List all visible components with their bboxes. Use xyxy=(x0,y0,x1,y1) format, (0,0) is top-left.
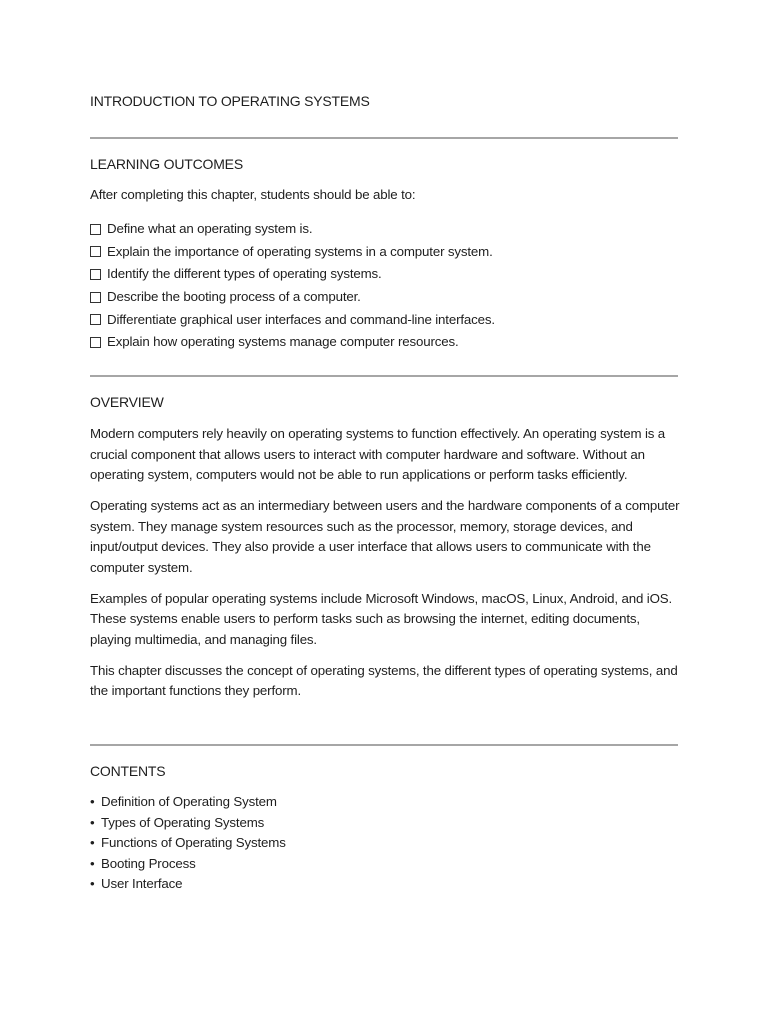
contents-item-label: User Interface xyxy=(101,876,183,891)
checkbox-icon xyxy=(90,269,101,280)
checkbox-icon xyxy=(90,337,101,348)
bullet-icon: • xyxy=(90,794,95,809)
contents-item xyxy=(90,792,286,813)
contents-item xyxy=(90,854,286,875)
checkbox-icon xyxy=(90,292,101,303)
section-divider xyxy=(90,375,678,377)
contents-item xyxy=(90,813,286,834)
learning-outcomes-heading: LEARNING OUTCOMES xyxy=(90,156,243,172)
outcome-item xyxy=(90,263,495,286)
overview-paragraph: Modern computers rely heavily on operating systems to function effectively. An operating system is a crucial component that allows users to interact with computer hardware and software. Without an operating system, computers would not be able to run applications or perform tasks efficiently. xyxy=(90,426,666,482)
outcome-item xyxy=(90,218,495,241)
overview-paragraph: Examples of popular operating systems include Microsoft Windows, macOS, Linux, Android, and iOS. These systems enable users to perform tasks such as browsing the internet, editing documents, playing multimedia, and managing files. xyxy=(90,590,673,647)
bullet-icon: • xyxy=(90,835,95,850)
contents-item-label: Functions of Operating Systems xyxy=(101,835,286,850)
page-title: INTRODUCTION TO OPERATING SYSTEMS xyxy=(90,93,370,109)
outcome-text: Explain how operating systems manage computer resources. xyxy=(107,334,459,350)
contents-item-label: Definition of Operating System xyxy=(101,794,277,809)
overview-body xyxy=(90,424,680,712)
contents-heading: CONTENTS xyxy=(90,763,166,779)
outcome-text: Define what an operating system is. xyxy=(107,221,313,237)
outcome-text: Describe the booting process of a computer. xyxy=(107,289,361,305)
section-divider xyxy=(90,744,678,746)
contents-item-label: Types of Operating Systems xyxy=(101,814,265,830)
outcome-item xyxy=(90,241,495,264)
bullet-icon: • xyxy=(90,876,95,891)
checkbox-icon xyxy=(90,246,101,257)
overview-paragraph: Operating systems act as an intermediary between users and the hardware components of a computer system. They manage system resources such as the processor, memory, storage devices, and input/output devices. They also provide a user interface that allows users to communicate with the computer system. xyxy=(90,498,680,575)
outcome-text: Explain the importance of operating systems in a computer system. xyxy=(107,243,493,259)
outcome-item xyxy=(90,286,495,309)
section-divider xyxy=(90,137,678,139)
outcome-text: Differentiate graphical user interfaces and command-line interfaces. xyxy=(107,311,495,327)
contents-item-label: Booting Process xyxy=(101,855,196,871)
checkbox-icon xyxy=(90,314,101,325)
contents-item xyxy=(90,874,286,895)
learning-outcomes-intro: After completing this chapter, students should be able to: xyxy=(90,187,416,202)
bullet-icon: • xyxy=(90,855,95,871)
contents-list xyxy=(90,792,286,895)
overview-paragraph: This chapter discusses the concept of operating systems, the different types of operating systems, and the important functions they perform. xyxy=(90,662,678,698)
bullet-icon: • xyxy=(90,814,95,830)
contents-item xyxy=(90,833,286,854)
outcome-item xyxy=(90,308,495,331)
learning-outcomes-list xyxy=(90,218,495,354)
checkbox-icon xyxy=(90,224,101,235)
outcome-text: Identify the different types of operating systems. xyxy=(107,266,382,282)
outcome-item xyxy=(90,331,495,354)
overview-heading: OVERVIEW xyxy=(90,394,164,410)
